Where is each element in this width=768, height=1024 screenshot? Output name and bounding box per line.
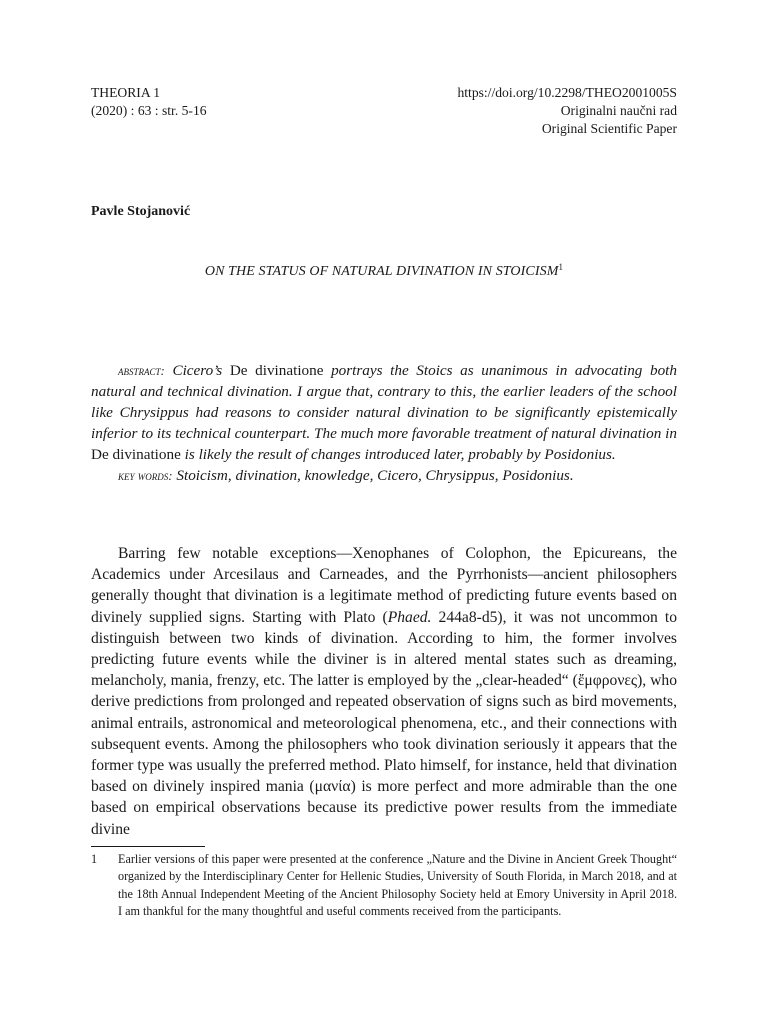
abstract-paragraph: [91, 360, 677, 465]
body-paragraph: [91, 543, 677, 840]
paper-title: [91, 262, 677, 280]
footnote-number: 1: [91, 852, 98, 866]
author-name: Pavle Stojanović: [91, 204, 191, 219]
abstract-label: abstract:: [118, 363, 165, 378]
article-info: [457, 84, 677, 138]
footnote: [91, 851, 677, 921]
article-type-serbian: Originalni naučni rad: [560, 103, 677, 118]
journal-info: [91, 84, 207, 120]
abstract: [91, 360, 677, 486]
abstract-work-title: De divinatione: [229, 362, 324, 379]
body-text: [91, 543, 677, 840]
paper-title-text: ON THE STATUS OF NATURAL DIVINATION IN STOICISM: [204, 264, 559, 279]
abstract-text-3: is likely the result of changes introduced later, probably by Posidonius.: [180, 446, 616, 463]
body-text-1: Barring few notable exceptions—Xenophanes of Colophon, the Epicureans, the Academics under Arcesilaus and Carneades, and the Pyrrhonists—ancient philosophers generally thought that divination is a legitimate method of predicting future events based on divinely supplied signs. Starting with Plato (: [91, 545, 677, 626]
footnote-divider: [91, 846, 205, 847]
journal-name: THEORIA 1: [91, 85, 161, 100]
body-reference: Phaed.: [387, 608, 432, 626]
article-type-english: Original Scientific Paper: [541, 121, 677, 136]
abstract-work-title-2: De divinatione: [91, 446, 181, 463]
abstract-text-1: Cicero’s: [164, 362, 230, 379]
body-text-2: 244a8-d5), it was not uncommon to distinguish between two kinds of divination. According to him, the former involves predicting future events while the diviner is in altered mental states such as dreaming, melancholy, mania, frenzy, etc. The latter is employed by the „clear-headed“ (ἔμφρονες), who derive predictions from prolonged and repeated observation of signs such as bird movements, animal entrails, astronomical and meteorological phenomena, etc., and their connections with subsequent events. Among the philosophers who took divination seriously it appears that the former type was usually the preferred method. Plato himself, for instance, held that divination based on divinely inspired mania (μανία) is more perfect and more admirable than the one based on empirical observations because its predictive power results from the immediate divine: [91, 608, 678, 838]
keywords: [91, 465, 677, 486]
abstract-text-2: portrays the Stoics as unanimous in advocating both natural and technical divination. I argue that, contrary to this, the earlier leaders of the school like Chrysippus had reasons to consider natural divination to be significantly epistemically inferior to its technical counterpart. The much more favorable treatment of natural divination in: [91, 362, 677, 442]
journal-issue: (2020) : 63 : str. 5-16: [91, 103, 207, 118]
footnote-text: Earlier versions of this paper were presented at the conference „Nature and the Divine in Ancient Greek Thought“ organized by the Interdisciplinary Center for Hellenic Studies, University of South Florida, in March 2018, and at the 18th Annual Independent Meeting of the Ancient Philosophy Society held at Emory University in April 2018. I am thankful for the many thoughtful and useful comments received from the participants.: [118, 852, 677, 919]
keywords-label: key words:: [118, 468, 173, 483]
doi-link[interactable]: https://doi.org/10.2298/THEO2001005S: [457, 85, 677, 100]
keywords-list: Stoicism, divination, knowledge, Cicero, Chrysippus, Posidonius.: [172, 467, 574, 484]
title-footnote-mark[interactable]: 1: [558, 262, 564, 272]
